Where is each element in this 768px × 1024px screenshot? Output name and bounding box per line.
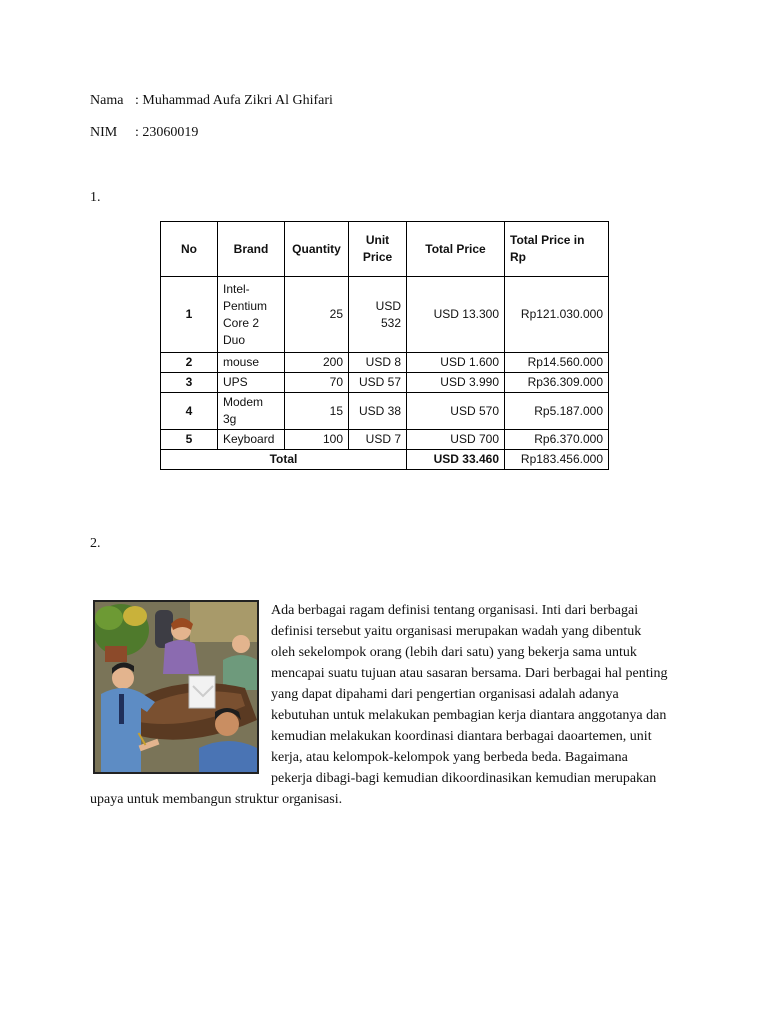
row-total-price: USD 1.600 (407, 353, 505, 373)
section-1-number: 1. (90, 190, 101, 205)
row-no: 2 (161, 353, 218, 373)
price-table (160, 221, 609, 470)
row-total-price-rp: Rp121.030.000 (505, 277, 609, 353)
row-unit-price: USD 7 (349, 430, 407, 450)
row-total-price-rp: Rp5.187.000 (505, 393, 609, 430)
row-quantity: 25 (285, 277, 349, 353)
row-unit-price: USD 57 (349, 373, 407, 393)
row-total-price: USD 700 (407, 430, 505, 450)
row-unit-price: USD 8 (349, 353, 407, 373)
section-2-text: Ada berbagai ragam definisi tentang organisasi. Inti dari berbagai definisi tersebut yaitu organisasi merupakan wadah yang dibentuk oleh sekelompok orang (lebih dari satu) yang bekerja sama untuk mencapai suatu tujuan atau sasaran bersama. Dari berbagai hal penting yang dapat dipahami dari pengertian organisasi adalah adanya kebutuhan untuk melakukan pembagian kerja diantara anggotanya dan kemudian melakukan koordinasi diantara berbagai daoartemen, unit kerja, atau kelompok-kelompok yang berbeda beda. Bagaimana pekerja dibagi-bagi kemudian dikoordinasikan kemudian merupakan upaya untuk membangun struktur organisasi. (90, 603, 668, 807)
row-quantity: 200 (285, 353, 349, 373)
meeting-clipart-image (93, 600, 259, 774)
section-2-paragraph-block (90, 600, 668, 810)
nim-row (90, 125, 490, 145)
row-brand: Intel-Pentium Core 2 Duo (218, 277, 285, 353)
name-row (90, 93, 490, 113)
header-quantity: Quantity (285, 222, 349, 277)
name-label: Nama (90, 93, 124, 108)
table-total-row (161, 450, 609, 470)
row-brand: Keyboard (218, 430, 285, 450)
row-no: 4 (161, 393, 218, 430)
row-total-price: USD 13.300 (407, 277, 505, 353)
table-row (161, 430, 609, 450)
table-row (161, 373, 609, 393)
row-no: 5 (161, 430, 218, 450)
row-brand: Modem 3g (218, 393, 285, 430)
total-rp: Rp183.456.000 (505, 450, 609, 470)
row-total-price-rp: Rp36.309.000 (505, 373, 609, 393)
table-row (161, 393, 609, 430)
table-header-row (161, 222, 609, 277)
nim-value: : 23060019 (135, 125, 199, 140)
row-brand: mouse (218, 353, 285, 373)
header-total-price-rp: Total Price in Rp (505, 222, 609, 277)
row-total-price: USD 570 (407, 393, 505, 430)
header-brand: Brand (218, 222, 285, 277)
header-no: No (161, 222, 218, 277)
row-unit-price: USD 38 (349, 393, 407, 430)
table-row (161, 277, 609, 353)
row-quantity: 70 (285, 373, 349, 393)
table-row (161, 353, 609, 373)
row-no: 1 (161, 277, 218, 353)
row-total-price: USD 3.990 (407, 373, 505, 393)
nim-label: NIM (90, 125, 118, 140)
row-quantity: 15 (285, 393, 349, 430)
total-label: Total (161, 450, 407, 470)
section-2-number: 2. (90, 536, 101, 551)
row-brand: UPS (218, 373, 285, 393)
total-usd: USD 33.460 (407, 450, 505, 470)
row-quantity: 100 (285, 430, 349, 450)
header-total-price: Total Price (407, 222, 505, 277)
row-total-price-rp: Rp14.560.000 (505, 353, 609, 373)
row-unit-price: USD 532 (349, 277, 407, 353)
row-no: 3 (161, 373, 218, 393)
header-unit-price: Unit Price (349, 222, 407, 277)
row-total-price-rp: Rp6.370.000 (505, 430, 609, 450)
name-value: : Muhammad Aufa Zikri Al Ghifari (135, 93, 333, 108)
